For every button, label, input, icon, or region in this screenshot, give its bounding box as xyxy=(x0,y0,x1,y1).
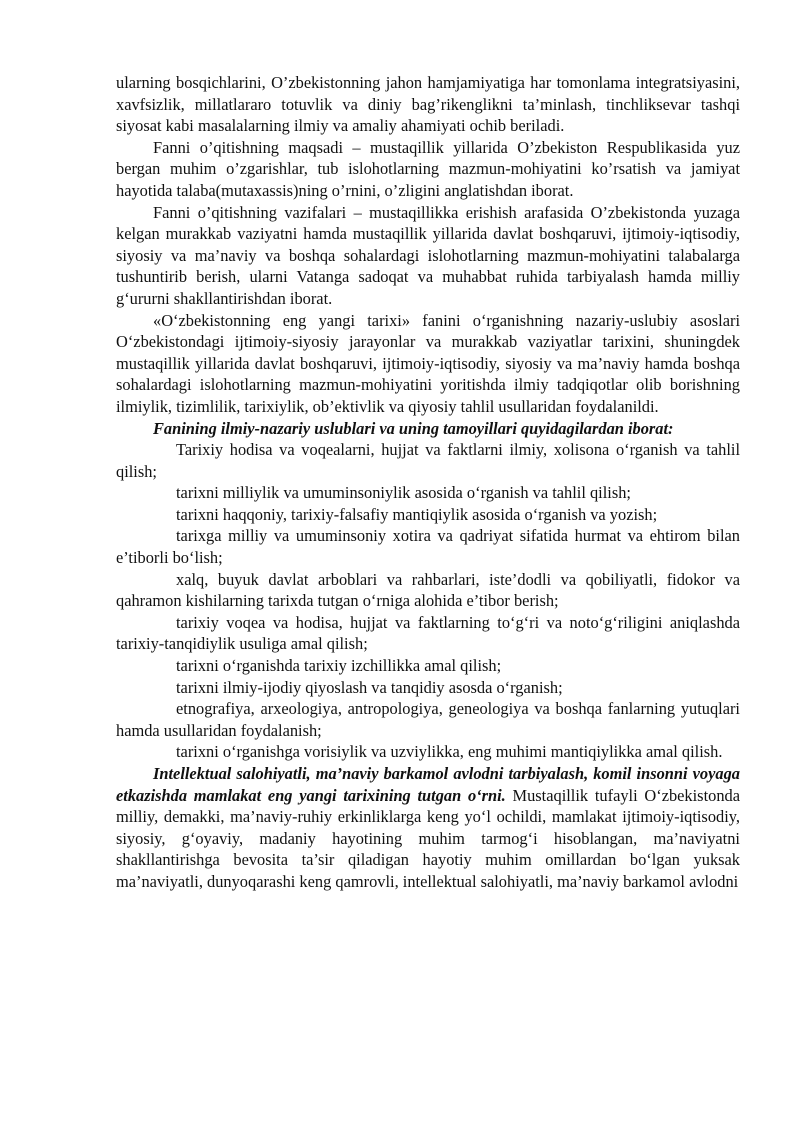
principle-item: etnografiya, arxeologiya, antropologiya, geneologiya va boshqa fanlarning yutuqlari hamda usullaridan foydalanish; xyxy=(116,699,740,740)
principles-heading: Fanining ilmiy-nazariy uslublari va uning tamoyillari quyidagilardan iborat: xyxy=(153,418,674,438)
principle-item: xalq, buyuk davlat arboblari va rahbarlari, iste’dodli va qobiliyatli, fidokor va qahramon kishilarning tarixda tutgan o‘rniga alohida e’tibor berish; xyxy=(116,569,740,611)
paragraph-tasks: Fanni o’qitishning vazifalari – mustaqillikka erishish arafasida O’zbekistonda yuzaga kelgan murakkab vaziyatni hamda mustaqillik yillarida davlat boshqaruvi, ijtimoiy-iqtisodiy, siyosiy va ma’naviy va boshqa sohalardagi islohotlarning mazmun-mohiyatini talabalarga tushuntirib berish, ularni Vatanga sadoqat va muhabbat ruhida tarbiyalash hamda milliy g‘ururni shakllantirishdan iborat. xyxy=(116,202,740,308)
paragraph-goal: Fanni o’qitishning maqsadi – mustaqillik yillarida O’zbekiston Respublikasida yuz bergan muhim o’zgarishlar, tub islohotlarning mazmun-mohiyatini ko’rsatish va jamiyat hayotida talaba(mutaxassis)ning o’rnini, o’zligini anglatishdan iborat. xyxy=(116,137,740,200)
principle-item: tarixni milliylik va umuminsoniylik asosida o‘rganish va tahlil qilish; xyxy=(176,483,631,503)
final-text: Mustaqillik tufayli O‘zbekistonda milliy, demakki, ma’naviy-ruhiy erkinliklarga keng yo‘l ochildi, mamlakat ijtimoiy-iqtisodiy, siyosiy, g‘oyaviy, madaniy hayotining muhim tarmog‘i hisoblangan, ma’naviyatni shakllantirishga bevosita ta’sir qiladigan hayotiy muhim omillardan bo‘lgan yuksak ma’naviyatli, dunyoqarashi keng qamrovli, intellektual salohiyatli, ma’naviy barkamol avlodni xyxy=(116,785,740,891)
paragraph-continuation: ularning bosqichlarini, O’zbekistonning jahon hamjamiyatiga har tomonlama integratsiyasini, xavfsizlik, millatlararo totuvlik va diniy bag’rikenglikni ta’minlash, tinchliksevar tashqi siyosat kabi masalalarning ilmiy va amaliy ahamiyati ochib beriladi. xyxy=(116,73,740,136)
final-heading: Intellektual salohiyatli, ma’naviy barkamol avlodni tarbiyalash, komil insonni voyaga etkazishda mamlakat eng yangi tarixining tutgan o‘rni. xyxy=(116,764,740,805)
principle-item: Tarixiy hodisa va voqealarni, hujjat va faktlarni ilmiy, xolisona o‘rganish va tahlil qilish; xyxy=(116,440,740,481)
principle-item: tarixni ilmiy-ijodiy qiyoslash va tanqidiy asosda o‘rganish; xyxy=(176,677,563,697)
principle-item: tarixni haqqoniy, tarixiy-falsafiy mantiqiylik asosida o‘rganish va yozish; xyxy=(176,504,658,524)
final-paragraph xyxy=(116,763,740,893)
paragraph-methodology: «O‘zbekistonning eng yangi tarixi» fanini o‘rganishning nazariy-uslubiy asoslari O‘zbekistondagi ijtimoiy-siyosiy jarayonlar va murakkab vaziyatlar tarixini, shuningdek mustaqillik yillarida davlat boshqaruvi, ijtimoiy-iqtisodiy, siyosiy va ma’naviy hamda boshqa sohalardagi islohotlarning mazmun-mohiyatini yoritishda ilmiy tadqiqotlar olib borishning ilmiylik, tizimlilik, tarixiylik, ob’ektivlik va qiyosiy tahlil usullaridan foydalanildi. xyxy=(116,310,740,416)
principle-item: tarixni o‘rganishda tarixiy izchillikka amal qilish; xyxy=(176,656,502,676)
principle-item: tarixni o‘rganishga vorisiylik va uzviylikka, eng muhimi mantiqiylikka amal qilish. xyxy=(176,742,723,762)
principle-item: tarixiy voqea va hodisa, hujjat va faktlarning to‘g‘ri va noto‘g‘riligini aniqlashda tarixiy-tanqidiylik usuliga amal qilish; xyxy=(116,612,740,654)
principle-item: tarixga milliy va umuminsoniy xotira va qadriyat sifatida hurmat va ehtirom bilan e’tiborli bo‘lish; xyxy=(116,526,740,568)
